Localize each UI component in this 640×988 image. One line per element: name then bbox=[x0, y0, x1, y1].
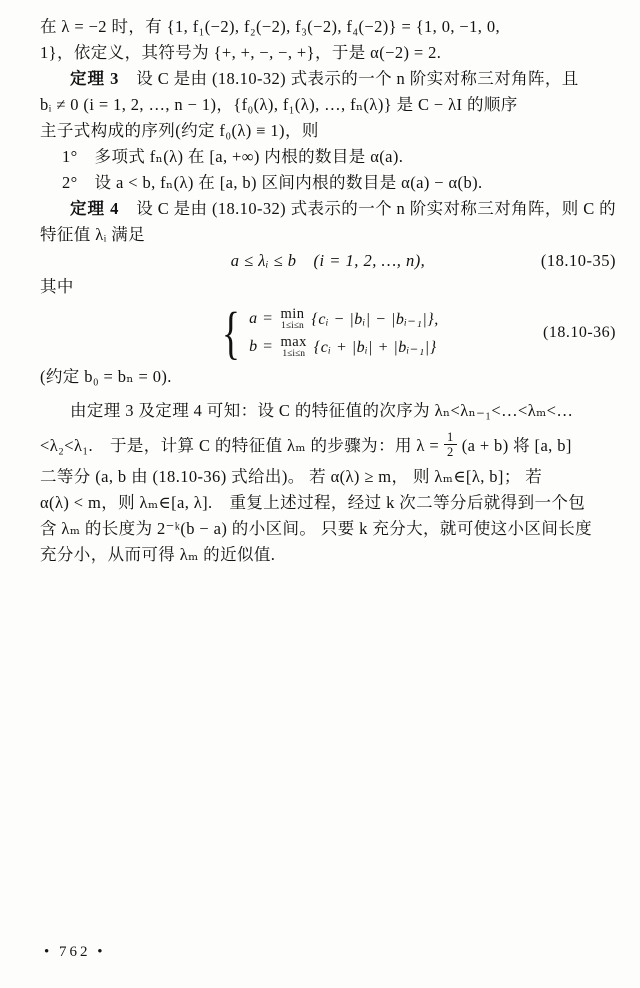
theorem3-item1: 1° 多项式 fₙ(λ) 在 [a, +∞) 内根的数目是 α(a). bbox=[62, 147, 404, 166]
theorem4-heading: 定理 4 bbox=[70, 199, 120, 218]
equation-18-10-36 bbox=[40, 302, 616, 364]
para1-line1: 在 λ = −2 时，有 {1, f₁(−2), f₂(−2), f₃(−2), f₄(−2)} = {1, 0, −1, 0, bbox=[40, 17, 500, 36]
para2-line5: 含 λₘ 的长度为 2⁻ᵏ(b − a) 的小区间。 只要 k 充分大，就可使这小区间长度 bbox=[40, 519, 593, 538]
para2-line2 bbox=[40, 424, 616, 464]
para2-line1: 由定理 3 及定理 4 可知：设 C 的特征值的次序为 λₙ<λₙ₋₁<…<λₘ<… bbox=[70, 401, 574, 420]
theorem3-heading: 定理 3 bbox=[70, 69, 120, 88]
para2-line4: α(λ) < m，则 λₘ∈[a, λ]. 重复上述过程，经过 k 次二等分后就得到一个包 bbox=[40, 493, 586, 512]
theorem4-line1 bbox=[40, 196, 616, 222]
min-subscript: 1≤i≤n bbox=[281, 321, 304, 331]
equation-18-10-35 bbox=[40, 248, 616, 274]
equation-36-row-b bbox=[249, 335, 439, 359]
max-subscript: 1≤i≤n bbox=[282, 349, 305, 359]
equation-36-rows bbox=[249, 307, 439, 359]
min-operator bbox=[280, 307, 304, 331]
para1-line2: 1}，依定义，其符号为 {+, +, −, −, +}，于是 α(−2) = 2. bbox=[40, 43, 442, 62]
fraction-numerator: 1 bbox=[444, 430, 457, 445]
max-label: max bbox=[280, 334, 307, 350]
para2-line2-post: (a + b) 将 [a, b] bbox=[461, 436, 572, 455]
equation-35-number: (18.10-35) bbox=[540, 251, 616, 270]
where-label: 其中 bbox=[40, 277, 74, 296]
one-half-fraction bbox=[444, 430, 457, 459]
para2-line2-pre: <λ₂<λ₁. 于是，计算 C 的特征值 λₘ 的步骤为：用 λ = bbox=[40, 436, 440, 455]
eq36-row-b-lhs: b = bbox=[249, 338, 274, 355]
eq36-row-b-rhs: {cᵢ + |bᵢ| + |bᵢ₋₁|} bbox=[313, 339, 437, 356]
fraction-denominator: 2 bbox=[447, 444, 454, 459]
equation-35-formula: a ≤ λᵢ ≤ b (i = 1, 2, …, n), bbox=[230, 251, 426, 270]
equation-36-number: (18.10-36) bbox=[543, 324, 616, 341]
text-column bbox=[40, 14, 616, 568]
equation-36-row-a bbox=[249, 307, 439, 331]
page-number: • 762 • bbox=[44, 944, 106, 960]
theorem4-line2: 特征值 λᵢ 满足 bbox=[40, 225, 146, 244]
theorem3-line1 bbox=[40, 66, 616, 92]
theorem3-statement: 设 C 是由 (18.10-32) 式表示的一个 n 阶实对称三对角阵，且 bbox=[119, 69, 579, 88]
para2-line6: 充分小，从而可得 λₘ 的近似值. bbox=[40, 545, 276, 564]
eq36-row-a-rhs: {cᵢ − |bᵢ| − |bᵢ₋₁|}, bbox=[311, 311, 439, 328]
theorem3-item2: 2° 设 a < b, fₙ(λ) 在 [a, b) 区间内根的数目是 α(a) − α(b). bbox=[62, 173, 483, 192]
theorem3-line2: bᵢ ≠ 0 (i = 1, 2, …, n − 1)，{f₀(λ), f₁(λ), …, fₙ(λ)} 是 C − λI 的顺序 bbox=[40, 95, 518, 114]
eq36-row-a-lhs: a = bbox=[249, 310, 274, 327]
max-operator bbox=[280, 335, 306, 359]
left-brace-glyph: { bbox=[222, 300, 241, 365]
theorem4-statement: 设 C 是由 (18.10-32) 式表示的一个 n 阶实对称三对角阵，则 C 的 bbox=[119, 199, 617, 218]
min-label: min bbox=[280, 306, 305, 322]
convention-note: (约定 b₀ = bₙ = 0). bbox=[40, 367, 172, 386]
theorem3-line3: 主子式构成的序列(约定 f₀(λ) ≡ 1)，则 bbox=[40, 121, 319, 140]
para2-line3: 二等分 (a, b 由 (18.10-36) 式给出)。 若 α(λ) ≥ m， 则 λₘ∈[λ, b]； 若 bbox=[40, 467, 543, 486]
